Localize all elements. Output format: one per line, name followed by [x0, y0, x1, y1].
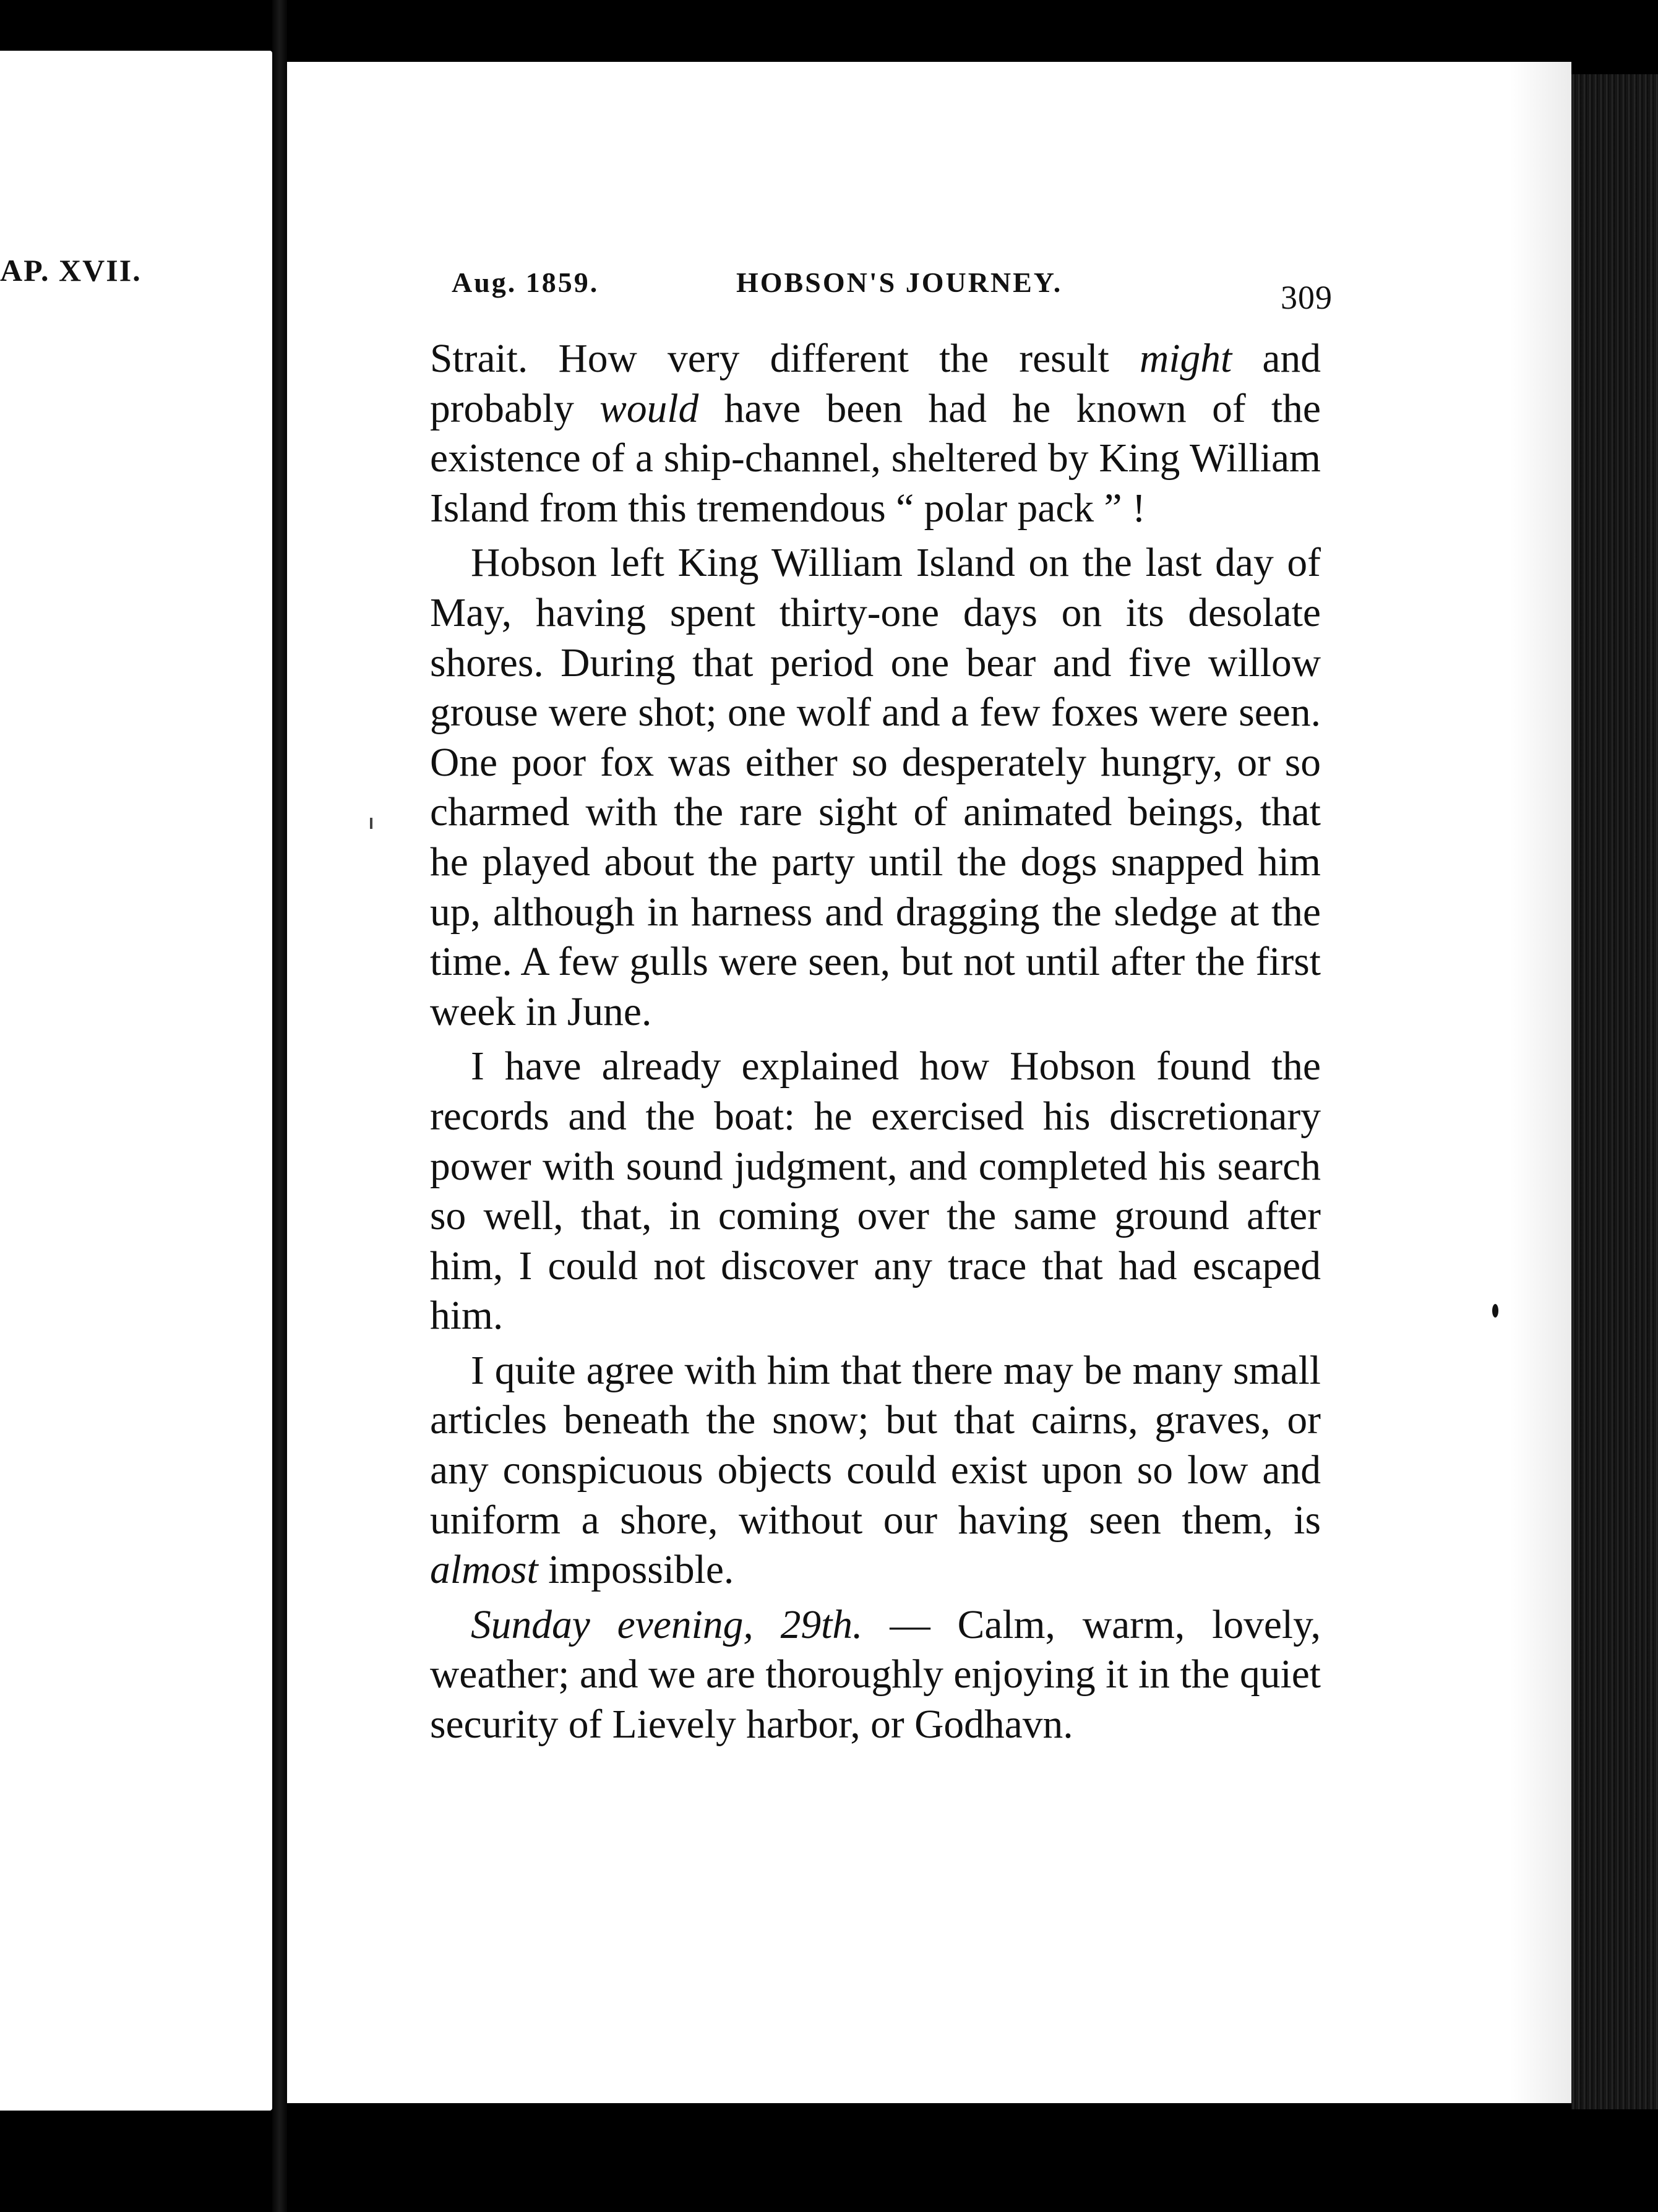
book-gutter [272, 0, 287, 2212]
left-page [0, 51, 272, 2111]
running-head-date: Aug. 1859. [452, 267, 599, 298]
book-page-edges [1571, 74, 1658, 2109]
ink-speck [1492, 1304, 1498, 1318]
body-text [430, 334, 1321, 1755]
paragraph-sunday: Sunday evening, 29th. — Calm, warm, lovely, weather; and we are thoroughly enjoying it in the quiet security of Lievely harbor, or Godhavn. [430, 1602, 1321, 1747]
page-number: 309 [1281, 279, 1333, 316]
running-head [452, 266, 1333, 316]
running-head-title: HOBSON'S JOURNEY. [736, 267, 1063, 298]
paragraph-strait: Strait. How very different the result might and probably would have been had he known of the existence of a ship-channel, sheltered by King William Island from this tremendous “ polar pack ” ! [430, 337, 1321, 531]
ink-tick [370, 818, 372, 829]
paragraph-agree: I quite agree with him that there may be many small articles beneath the snow; but that cairns, graves, or any conspicuous objects could exist upon so low and uniform a shore, without our having seen them, is almost impossible. [430, 1348, 1321, 1593]
paragraph-hobson-left: Hobson left King William Island on the last day of May, having spent thirty-one days on its desolate shores. During that period one bear and five willow grouse were shot; one wolf and a few foxes were seen. One poor fox was either so desperately hungry, or so charmed with the rare sight of animated beings, that he played about the party until the dogs snapped him up, although in harness and dragging the sledge at the time. A few gulls were seen, but not until after the first week in June. [430, 541, 1321, 1034]
paragraph-records: I have already explained how Hobson found the records and the boat: he exercised his discretionary power with sound judgment, and completed his search so well, that, in coming over the same ground after him, I could not discover any trace that had escaped him. [430, 1044, 1321, 1339]
left-running-head: AP. XVII. [0, 253, 142, 288]
page-shadow [1510, 62, 1571, 2103]
